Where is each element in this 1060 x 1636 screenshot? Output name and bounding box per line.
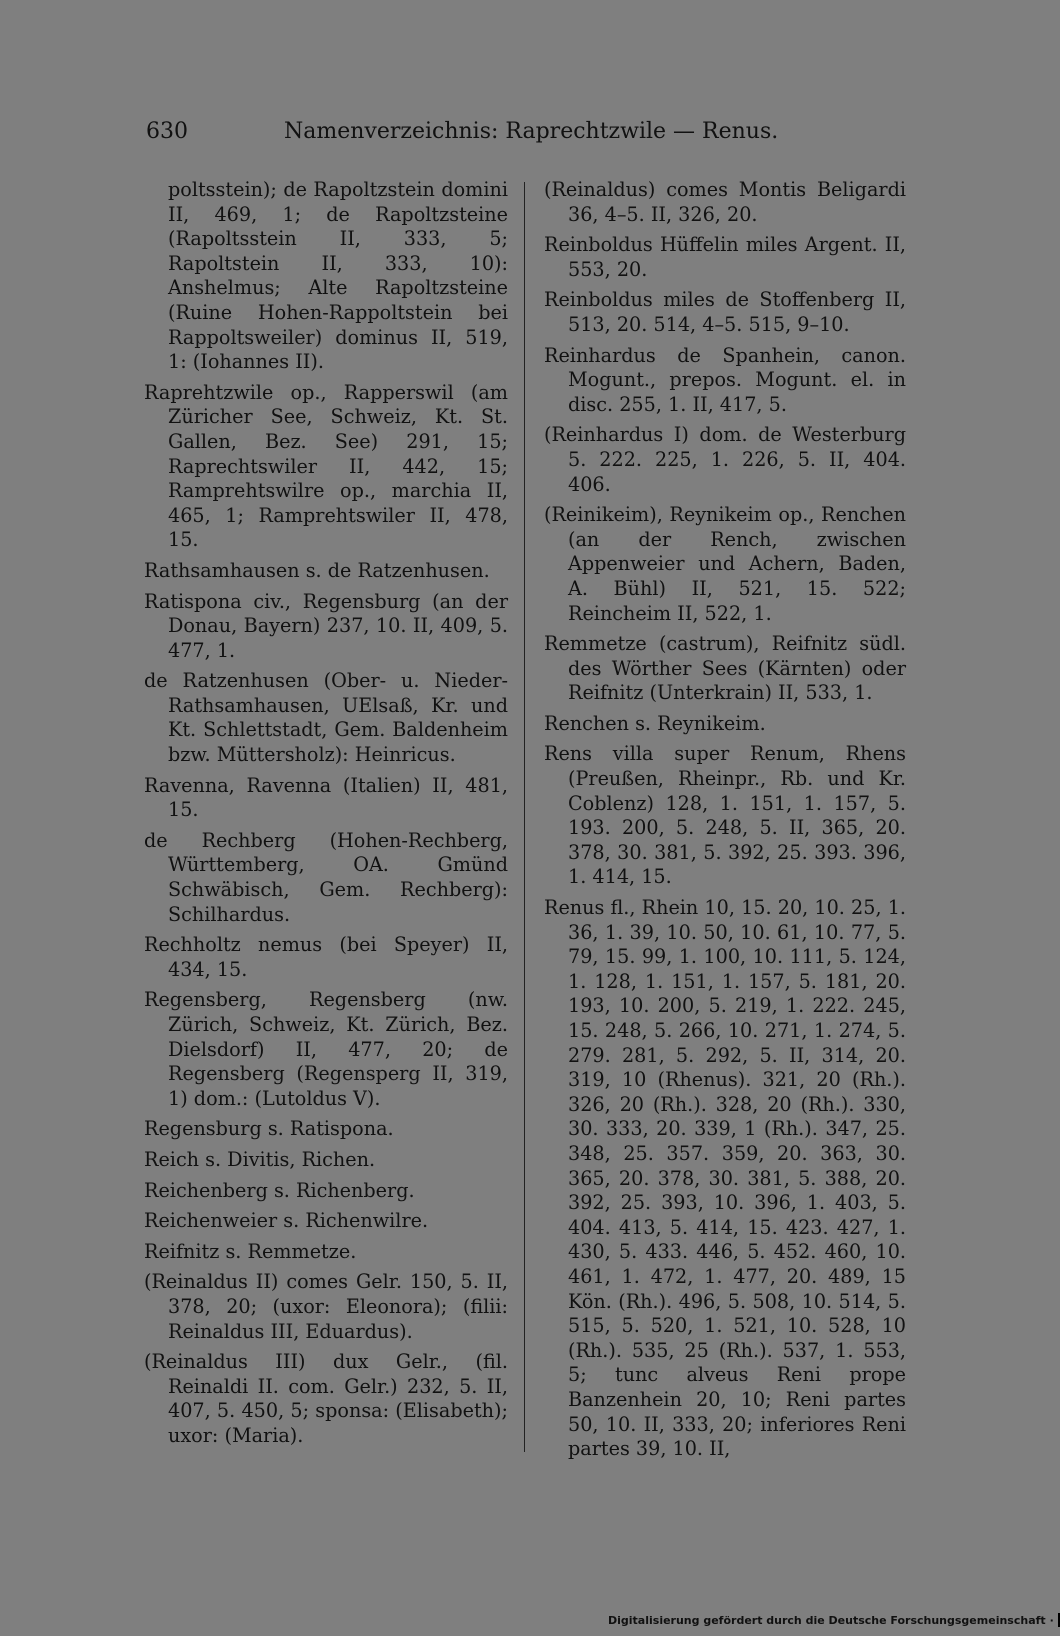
running-title: Namenverzeichnis: Raprechtzwile — Renus. xyxy=(284,119,779,144)
index-entry: de Ratzenhusen (Ober- u. Nieder-Rathsamhausen, UElsaß, Kr. und Kt. Schlettstadt, Gem. Baldenheim bzw. Müttersholz): Heinricus. xyxy=(144,669,508,767)
index-entry: Reinboldus miles de Stoffenberg II, 513, 20. 514, 4–5. 515, 9–10. xyxy=(544,288,906,336)
index-entry: Rathsamhausen s. de Ratzenhusen. xyxy=(144,558,490,582)
index-entry: (Reinaldus II) comes Gelr. 150, 5. II, 378, 20; (uxor: Eleonora); (filii: Reinaldus III, Eduardus). xyxy=(144,1270,508,1343)
index-entry: Rechholtz nemus (bei Speyer) II, 434, 15. xyxy=(144,933,508,981)
index-entry: poltsstein); de Rapoltzstein domini II, 469, 1; de Rapoltzsteine (Rapoltsstein II, 333, 5; Rapoltstein II, 333, 10): Anshelmus; Alte Rapoltzsteine (Ruine Hohen-Rappoltstein bei Rappoltsweiler) dominus II, 519, 1: (Iohannes II). xyxy=(168,178,508,374)
index-entry: Ravenna, Ravenna (Italien) II, 481, 15. xyxy=(144,773,508,822)
left-column xyxy=(144,178,508,1455)
index-entry: (Reinhardus I) dom. de Westerburg 5. 222. 225, 1. 226, 5. II, 404. 406. xyxy=(544,423,906,496)
right-column xyxy=(544,178,906,1468)
index-entry: (Reinaldus III) dux Gelr., (fil. Reinaldi II. com. Gelr.) 232, 5. II, 407, 5. 450, 5; sponsa: (Elisabeth); uxor: (Maria). xyxy=(144,1350,508,1447)
index-entry: Raprehtzwile op., Rapperswil (am Züricher See, Schweiz, Kt. St. Gallen, Bez. See) 291, 15; Raprechtswiler II, 442, 15; Ramprehtswilre op., marchia II, 465, 1; Ramprehtswiler II, 478, 15. xyxy=(144,380,508,552)
index-entry: Reinboldus Hüffelin miles Argent. II, 553, 20. xyxy=(544,233,906,281)
index-entry: (Reinikeim), Reynikeim op., Renchen (an der Rench, zwischen Appenweier und Achern, Baden, A. Bühl) II, 521, 15. 522; Reincheim II, 522, 1. xyxy=(544,503,906,625)
footer-text: Digitalisierung gefördert durch die Deutsche Forschungsgemeinschaft xyxy=(608,1613,1046,1627)
column-divider xyxy=(524,182,525,1452)
index-entry: Reich s. Divitis, Richen. xyxy=(144,1147,376,1171)
index-entry: Regensberg, Regensberg (nw. Zürich, Schweiz, Kt. Zürich, Bez. Dielsdorf) II, 477, 20; de Regensberg (Regensperg II, 319, 1) dom.: (Lutoldus V). xyxy=(144,988,508,1110)
index-entry: Reichenweier s. Richenwilre. xyxy=(144,1209,429,1233)
index-entry: Reifnitz s. Remmetze. xyxy=(144,1239,357,1263)
index-entry: (Reinaldus) comes Montis Beligardi 36, 4–5. II, 326, 20. xyxy=(544,178,906,226)
index-entry: Reinhardus de Spanhein, canon. Mogunt., prepos. Mogunt. el. in disc. 255, 1. II, 417, 5. xyxy=(544,343,906,416)
index-entry: Remmetze (castrum), Reifnitz südl. des Wörther Sees (Kärnten) oder Reifnitz (Unterkrain) II, 533, 1. xyxy=(544,632,906,705)
page-number: 630 xyxy=(146,119,188,144)
digitization-footer: Digitalisierung gefördert durch die Deutsche Forschungsgemeinschaft · xyxy=(608,1613,996,1627)
index-entry: Reichenberg s. Richenberg. xyxy=(144,1178,415,1202)
index-entry: Ratispona civ., Regensburg (an der Donau, Bayern) 237, 10. II, 409, 5. 477, 1. xyxy=(144,589,508,662)
index-entry: Renchen s. Reynikeim. xyxy=(544,711,766,735)
index-entry: Rens villa super Renum, Rhens (Preußen, Rheinpr., Rb. und Kr. Coblenz) 128, 1. 151, 1. 157, 5. 193. 200, 5. 248, 5. II, 365, 20. 378, 30. 381, 5. 392, 25. 393. 396, 1. 414, 15. xyxy=(544,742,906,889)
index-entry: Regensburg s. Ratispona. xyxy=(144,1117,394,1141)
index-entry: de Rechberg (Hohen-Rechberg, Württemberg, OA. Gmünd Schwäbisch, Gem. Rechberg): Schilhardus. xyxy=(144,828,508,926)
index-entry: Renus fl., Rhein 10, 15. 20, 10. 25, 1. 36, 1. 39, 10. 50, 10. 61, 10. 77, 5. 79, 15. 99, 1. 100, 10. 111, 5. 124, 1. 128, 1. 151, 1. 157, 5. 181, 20. 193, 10. 200, 5. 219, 1. 222. 245, 15. 248, 5. 266, 10. 271, 1. 274, 5. 279. 281, 5. 292, 5. II, 314, 20. 319, 10 (Rhenus). 321, 20 (Rh.). 326, 20 (Rh.). 328, 20 (Rh.). 330, 30. 333, 20. 339, 1 (Rh.). 347, 25. 348, 25. 357. 359, 20. 363, 30. 365, 20. 378, 30. 381, 5. 388, 20. 392, 25. 393, 10. 396, 1. 403, 5. 404. 413, 5. 414, 15. 423. 427, 1. 430, 5. 433. 446, 5. 452. 460, 10. 461, 1. 472, 1. 477, 20. 489, 15 Kön. (Rh.). 496, 5. 508, 10. 514, 5. 515, 5. 520, 1. 521, 10. 528, 10 (Rh.). 535, 25 (Rh.). 537, 1. 553, 5; tunc alveus Reni prope Banzenhein 20, 10; Reni partes 50, 10. II, 333, 20; inferiores Reni partes 39, 10. II, xyxy=(544,896,906,1461)
